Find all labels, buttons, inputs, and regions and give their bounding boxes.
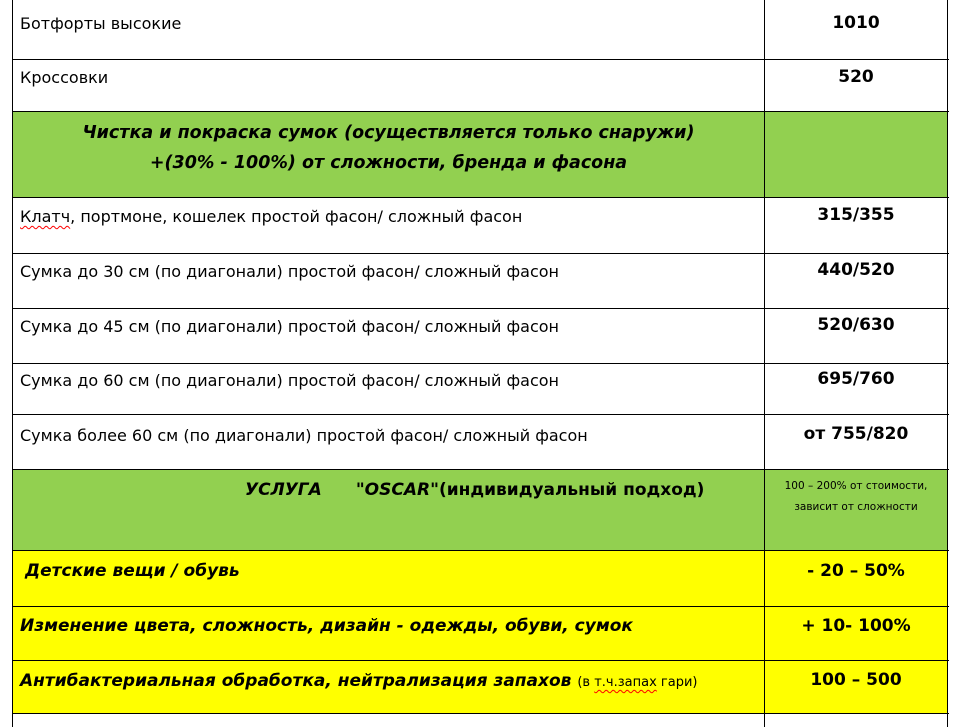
oscar-note-line1: 100 – 200% от стоимости, — [784, 480, 928, 492]
service-price: 315/355 — [817, 205, 895, 225]
extra-label: Детские вещи / обувь — [25, 561, 240, 581]
table-row — [0, 364, 949, 414]
section-header-bags — [0, 112, 949, 197]
service-price: 1010 — [832, 13, 880, 33]
service-label: Сумка до 30 см (по диагонали) простой фасон/ сложный фасон — [20, 262, 559, 281]
service-label: Сумка до 45 см (по диагонали) простой фасон/ сложный фасон — [20, 317, 559, 336]
service-price: от 755/820 — [803, 424, 909, 444]
extra-price: + 10- 100% — [801, 616, 911, 636]
extra-price: 100 – 500 — [810, 670, 902, 690]
service-label: Ботфорты высокие — [20, 14, 182, 33]
service-price: 520/630 — [817, 315, 895, 335]
service-label: Сумка более 60 см (по диагонали) простой фасон/ сложный фасон — [20, 426, 588, 445]
extra-label-note: (в т.ч.запах гари) — [577, 675, 698, 690]
service-label: Клатч, портмоне, кошелек простой фасон/ сложный фасон — [20, 207, 523, 226]
service-label: Кроссовки — [20, 68, 109, 87]
table-row — [0, 661, 949, 713]
table-row-partial — [0, 714, 949, 727]
service-price: 440/520 — [817, 260, 895, 280]
table-row — [0, 415, 949, 469]
table-row — [0, 198, 949, 253]
service-price: 520 — [838, 67, 874, 87]
section-heading-line1: Чистка и покраска сумок (осуществляется только снаружи) — [82, 123, 695, 143]
table-row — [0, 607, 949, 660]
table-row — [0, 551, 949, 606]
extra-price: - 20 – 50% — [807, 561, 905, 581]
spellcheck-word: Клатч — [20, 207, 71, 226]
extra-label: Изменение цвета, сложность, дизайн - одежды, обуви, сумок — [20, 616, 633, 636]
table-row — [0, 254, 949, 308]
oscar-note-line2: зависит от сложности — [794, 501, 918, 513]
table-row — [0, 60, 949, 111]
oscar-label: УСЛУГА "OSCAR"(индивидуальный подход) — [245, 480, 705, 500]
service-price: 695/760 — [817, 369, 895, 389]
table-row — [0, 309, 949, 363]
service-label: Сумка до 60 см (по диагонали) простой фасон/ сложный фасон — [20, 371, 559, 390]
extra-label: Антибактериальная обработка, нейтрализация запахов (в т.ч.запах гари) — [20, 671, 698, 691]
table-row — [0, 0, 949, 59]
section-heading-line2: +(30% - 100%) от сложности, бренда и фасона — [149, 153, 628, 173]
oscar-row — [0, 470, 949, 550]
